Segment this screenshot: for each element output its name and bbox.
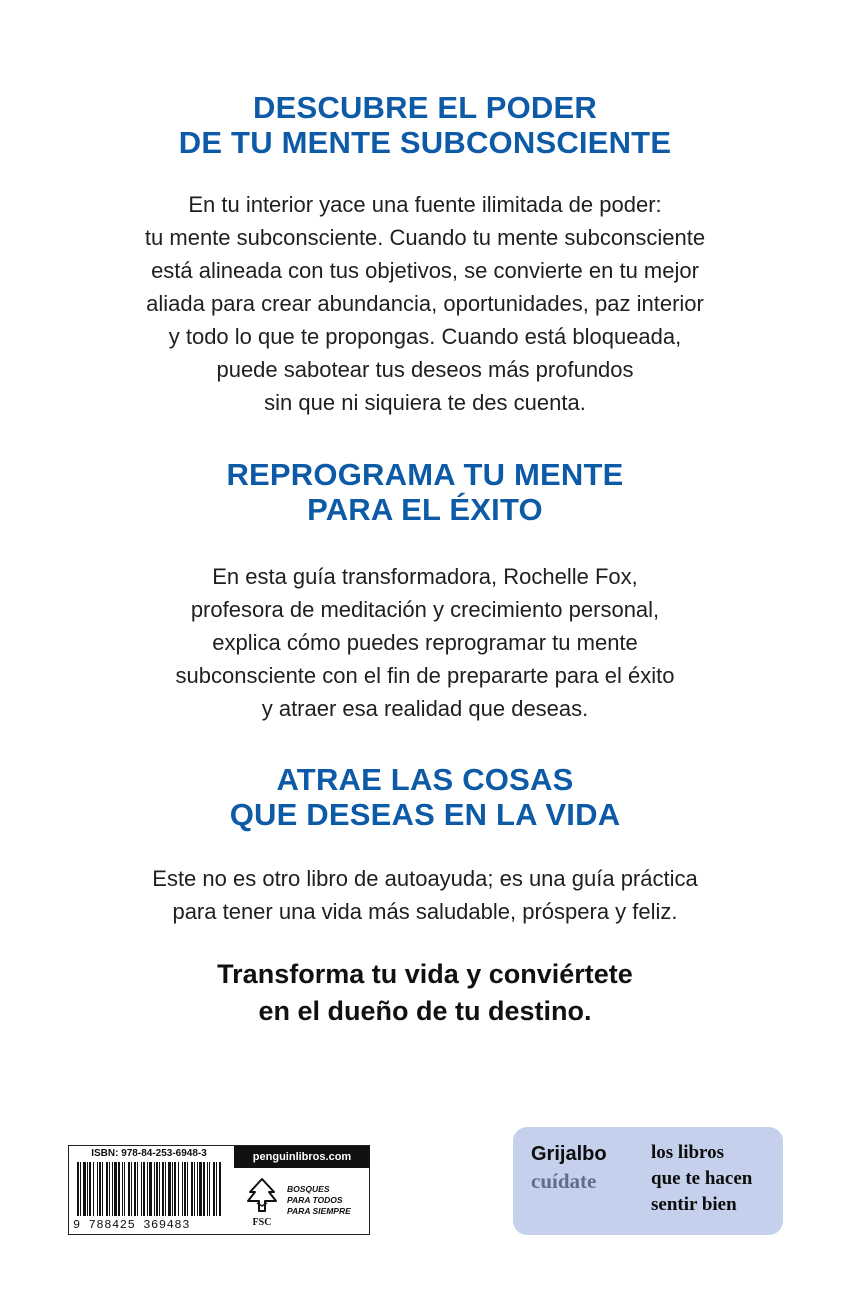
- barcode-icon: [75, 1162, 225, 1218]
- barcode-bar: [147, 1162, 148, 1216]
- isbn-label: ISBN: 978-84-253-6948-3: [91, 1148, 207, 1159]
- barcode-bar: [77, 1162, 79, 1216]
- barcode-bar: [199, 1162, 202, 1216]
- barcode-bar: [137, 1162, 138, 1216]
- barcode-bar: [203, 1162, 205, 1216]
- barcode-bar: [187, 1162, 188, 1216]
- fsc-slogan-line: BOSQUES: [287, 1184, 330, 1194]
- barcode-bar: [93, 1162, 94, 1216]
- fsc-slogan-line: PARA TODOS: [287, 1195, 343, 1205]
- body-line: subconsciente con el fin de prepararte para el éxito: [175, 663, 675, 688]
- section-heading-1: [0, 90, 850, 160]
- barcode-bar: [172, 1162, 173, 1216]
- barcode-bar: [174, 1162, 176, 1216]
- barcode-bar: [213, 1162, 215, 1216]
- barcode-box: [68, 1145, 370, 1235]
- barcode-bar: [162, 1162, 164, 1216]
- barcode-bar: [122, 1162, 123, 1216]
- barcode-bar: [124, 1162, 125, 1216]
- barcode-bar: [109, 1162, 110, 1216]
- barcode-bar: [102, 1162, 103, 1216]
- barcode-bar: [165, 1162, 166, 1216]
- barcode-bar: [89, 1162, 91, 1216]
- barcode-bar: [118, 1162, 120, 1216]
- body-line: tu mente subconsciente. Cuando tu mente subconsciente: [144, 225, 706, 250]
- section-body-3: [0, 862, 850, 928]
- heading-line: ATRAE LAS COSAS: [276, 762, 574, 797]
- section-heading-3: [0, 762, 850, 832]
- barcode-bar: [168, 1162, 171, 1216]
- barcode-bar: [194, 1162, 195, 1216]
- barcode-bar: [112, 1162, 113, 1216]
- fsc-tree-icon: [245, 1176, 279, 1216]
- section-body-2: [0, 560, 850, 725]
- heading-line: QUE DESEAS EN LA VIDA: [229, 797, 621, 832]
- barcode-bar: [131, 1162, 132, 1216]
- barcode-bar: [149, 1162, 152, 1216]
- body-line: sin que ni siquiera te des cuenta.: [264, 390, 586, 415]
- barcode-bar: [154, 1162, 155, 1216]
- heading-line: PARA EL ÉXITO: [307, 492, 543, 527]
- heading-line: REPROGRAMA TU MENTE: [226, 457, 624, 492]
- body-line: Este no es otro libro de autoayuda; es una guía práctica: [152, 866, 698, 891]
- closing-statement: [0, 956, 850, 1030]
- body-line: En tu interior yace una fuente ilimitada de poder:: [188, 192, 662, 217]
- publisher-imprint: cuídate: [531, 1169, 597, 1193]
- body-line: está alineada con tus objetivos, se convierte en tu mejor: [151, 258, 699, 283]
- barcode-bar: [143, 1162, 145, 1216]
- body-line: profesora de meditación y crecimiento personal,: [190, 597, 660, 622]
- body-line: En esta guía transformadora, Rochelle Fox,: [212, 564, 638, 589]
- barcode-bar: [159, 1162, 160, 1216]
- barcode-bar: [178, 1162, 179, 1216]
- barcode-bar: [216, 1162, 217, 1216]
- body-line: y todo lo que te propongas. Cuando está bloqueada,: [168, 324, 682, 349]
- fsc-slogan-line: PARA SIEMPRE: [287, 1206, 351, 1216]
- closing-line: en el dueño de tu destino.: [258, 996, 592, 1026]
- barcode-bar: [141, 1162, 142, 1216]
- barcode-bar: [209, 1162, 210, 1216]
- barcode-bar: [87, 1162, 88, 1216]
- section-heading-2: [0, 457, 850, 527]
- publisher-panel: [513, 1127, 783, 1235]
- body-line: puede sabotear tus deseos más profundos: [216, 357, 634, 382]
- body-line: aliada para crear abundancia, oportunidades, paz interior: [146, 291, 704, 316]
- publisher-slogan: [651, 1140, 752, 1218]
- barcode-bar: [156, 1162, 158, 1216]
- section-body-1: [0, 188, 850, 419]
- heading-line: DE TU MENTE SUBCONSCIENTE: [178, 125, 672, 160]
- fsc-slogan: [287, 1184, 371, 1217]
- website-label: penguinlibros.com: [234, 1146, 370, 1168]
- barcode-bar: [191, 1162, 193, 1216]
- barcode-bar: [197, 1162, 198, 1216]
- barcode-bar: [219, 1162, 221, 1216]
- slogan-line: sentir bien: [651, 1194, 737, 1215]
- barcode-bar: [184, 1162, 186, 1216]
- barcode-bar: [80, 1162, 81, 1216]
- slogan-line: que te hacen: [651, 1168, 753, 1189]
- barcode-bar: [97, 1162, 98, 1216]
- barcode-bar: [207, 1162, 208, 1216]
- barcode-bar: [114, 1162, 117, 1216]
- body-line: explica cómo puedes reprogramar tu mente: [212, 630, 638, 655]
- body-line: para tener una vida más saludable, próspera y feliz.: [172, 899, 678, 924]
- barcode-bar: [83, 1162, 86, 1216]
- barcode-digits: 9 788425 369483: [73, 1218, 191, 1232]
- barcode-bar: [106, 1162, 108, 1216]
- barcode-bar: [128, 1162, 130, 1216]
- barcode-bar: [182, 1162, 183, 1216]
- heading-line: DESCUBRE EL PODER: [253, 90, 597, 125]
- barcode-bar: [99, 1162, 101, 1216]
- fsc-label: FSC: [252, 1217, 272, 1228]
- publisher-name: Grijalbo: [531, 1143, 607, 1165]
- barcode-bar: [134, 1162, 136, 1216]
- body-line: y atraer esa realidad que deseas.: [261, 696, 589, 721]
- slogan-line: los libros: [651, 1142, 725, 1163]
- closing-line: Transforma tu vida y conviértete: [217, 959, 633, 989]
